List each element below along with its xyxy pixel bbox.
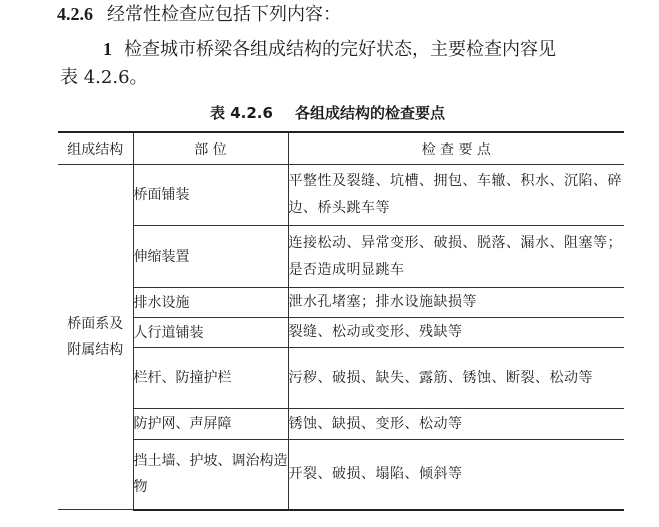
part-cell: 桥面铺装 [133,165,288,226]
clause-text: 经常性检查应包括下列内容： [107,4,341,25]
table-row [58,318,624,348]
table-title-number: 表 4.2.6 [210,104,273,122]
header-part: 部 位 [133,132,288,165]
points-cell: 裂缝、松动或变形、残缺等 [288,318,624,348]
part-cell: 人行道铺装 [133,318,288,348]
table-header-row [58,132,624,165]
header-points: 检 查 要 点 [288,132,624,165]
header-group: 组成结构 [58,132,133,165]
table-row [58,226,624,288]
part-cell: 排水设施 [133,288,288,318]
item-text-line1: 检查城市桥梁各组成结构的完好状态，主要检查内容见 [124,39,556,60]
table-row [58,409,624,440]
item-paragraph-line1 [103,37,556,62]
points-cell: 连接松动、异常变形、破损、脱落、漏水、阻塞等；是否造成明显跳车 [288,226,624,288]
table-row [58,440,624,510]
group-cell [58,165,133,510]
table-row [58,165,624,226]
part-cell: 防护网、声屏障 [133,409,288,440]
part-cell: 挡土墙、护坡、调治构造物 [133,440,288,510]
part-cell: 栏杆、防撞护栏 [133,348,288,409]
inspection-points-table [58,131,624,511]
points-cell: 泄水孔堵塞；排水设施缺损等 [288,288,624,318]
table-title-text: 各组成结构的检查要点 [294,104,445,122]
table-row [58,288,624,318]
points-cell: 锈蚀、缺损、变形、松动等 [288,409,624,440]
points-cell: 污秽、破损、缺失、露筋、锈蚀、断裂、松动等 [288,348,624,409]
clause-number: 4.2.6 [57,4,93,24]
group-label-line1: 桥面系及 [67,316,124,332]
points-cell: 开裂、破损、塌陷、倾斜等 [288,440,624,510]
item-text-line2: 表 4.2.6。 [60,67,148,88]
item-number: 1 [103,39,112,59]
part-cell: 伸缩装置 [133,226,288,288]
clause-heading [57,2,341,27]
table-row [58,348,624,409]
table-title [210,103,445,123]
points-cell: 平整性及裂缝、坑槽、拥包、车辙、积水、沉陷、碎边、桥头跳车等 [288,165,624,226]
group-label-line2: 附属结构 [67,342,124,358]
